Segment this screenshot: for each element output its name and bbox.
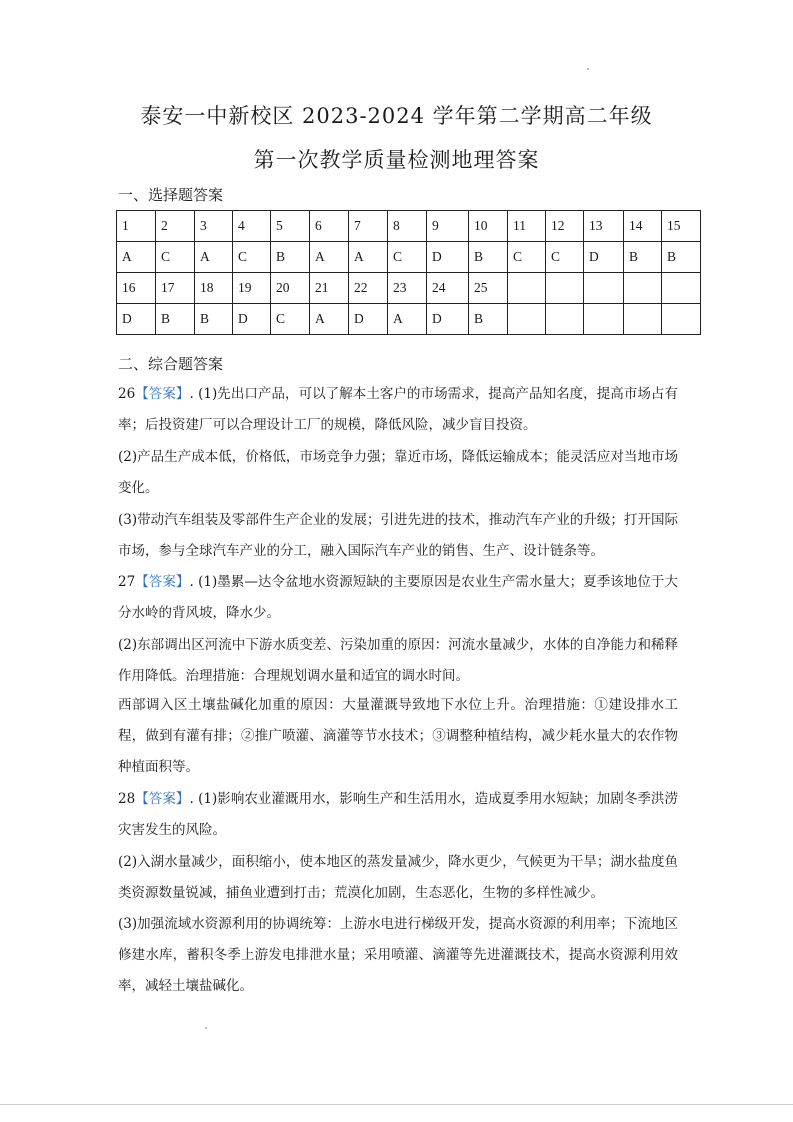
table-cell: C xyxy=(156,242,195,273)
q27-answer-3: 西部调入区土壤盐碱化加重的原因：大量灌溉导致地下水位上升。治理措施：①建设排水工程，做到有灌有排；②推广喷灌、滴灌等节水技术；③调整种植结构，减少耗水量大的农作物种植面积等。 xyxy=(118,697,678,776)
table-cell: 5 xyxy=(271,211,310,242)
scan-dot xyxy=(587,68,589,70)
question-number: 28 xyxy=(118,791,136,807)
table-cell xyxy=(508,273,546,304)
table-row xyxy=(117,273,701,304)
table-cell: 20 xyxy=(271,273,310,304)
table-cell: B xyxy=(469,242,508,273)
table-cell xyxy=(508,304,546,335)
table-cell: 23 xyxy=(388,273,427,304)
answer-text: . (1)墨累—达令盆地水资源短缺的主要原因是农业生产需水量大；夏季该地位于大分水岭的背风坡，降水少。 xyxy=(118,574,678,622)
table-cell: 6 xyxy=(310,211,349,242)
table-cell: C xyxy=(546,242,584,273)
question-number: 26 xyxy=(118,386,136,402)
table-cell: D xyxy=(233,304,271,335)
q27-answer-2: (2)东部调出区河流中下游水质变差、污染加重的原因：河流水量减少，水体的自净能力和稀释作用降低。治理措施：合理规划调水量和适宜的调水时间。 xyxy=(118,637,678,685)
q28-answer-1 xyxy=(118,784,678,846)
table-cell: 16 xyxy=(117,273,156,304)
table-cell: 25 xyxy=(469,273,508,304)
table-cell: 12 xyxy=(546,211,584,242)
table-row xyxy=(117,211,701,242)
page-bottom-divider xyxy=(0,1104,793,1105)
table-cell: 8 xyxy=(388,211,427,242)
table-cell: 3 xyxy=(195,211,233,242)
table-cell: 1 xyxy=(117,211,156,242)
table-cell: 15 xyxy=(662,211,701,242)
table-cell: A xyxy=(310,242,349,273)
table-cell xyxy=(546,304,584,335)
table-cell xyxy=(624,304,662,335)
scan-dot xyxy=(205,1027,207,1029)
table-cell: C xyxy=(271,304,310,335)
table-cell: B xyxy=(271,242,310,273)
question-number: 27 xyxy=(118,574,136,590)
table-cell: D xyxy=(427,242,469,273)
q26-answer-2: (2)产品生产成本低，价格低，市场竞争力强；靠近市场，降低运输成本；能灵活应对当地市场变化。 xyxy=(118,449,678,497)
table-cell: 2 xyxy=(156,211,195,242)
table-cell: 11 xyxy=(508,211,546,242)
q28-answer-3: (3)加强流域水资源利用的协调统筹：上游水电进行梯级开发，提高水资源的利用率；下流地区修建水库，蓄积冬季上游发电排泄水量；采用喷灌、滴灌等先进灌溉技术，提高水资源利用效率，减轻土壤盐碱化。 xyxy=(118,916,678,995)
section-heading-choice: 一、选择题答案 xyxy=(118,186,224,204)
table-cell: 22 xyxy=(349,273,388,304)
table-cell: 24 xyxy=(427,273,469,304)
answer-tag: 【答案】 xyxy=(135,791,190,807)
answer-text: . (1)先出口产品，可以了解本土客户的市场需求，提高产品知名度，提高市场占有率；后投资建厂可以合理设计工厂的规模，降低风险，减少盲目投资。 xyxy=(118,386,678,434)
table-cell: A xyxy=(310,304,349,335)
table-cell xyxy=(546,273,584,304)
answer-tag: 【答案】 xyxy=(135,574,190,590)
table-cell: 21 xyxy=(310,273,349,304)
table-cell: B xyxy=(624,242,662,273)
table-cell: 13 xyxy=(584,211,624,242)
answer-text: . (1)影响农业灌溉用水，影响生产和生活用水，造成夏季用水短缺；加剧冬季洪涝灾害发生的风险。 xyxy=(118,791,678,839)
table-cell: 9 xyxy=(427,211,469,242)
table-cell: 10 xyxy=(469,211,508,242)
section-heading-comprehensive: 二、综合题答案 xyxy=(118,355,224,373)
table-cell: B xyxy=(662,242,701,273)
q26-answer-3: (3)带动汽车组装及零部件生产企业的发展；引进先进的技术，推动汽车产业的升级；打开国际市场，参与全球汽车产业的分工，融入国际汽车产业的销售、生产、设计链条等。 xyxy=(118,512,678,560)
q27-answer-1 xyxy=(118,567,678,629)
answer-table xyxy=(116,210,701,335)
table-row xyxy=(117,304,701,335)
q26-answer-1 xyxy=(118,379,678,441)
table-row xyxy=(117,242,701,273)
table-cell: D xyxy=(584,242,624,273)
table-cell: 4 xyxy=(233,211,271,242)
table-cell: 17 xyxy=(156,273,195,304)
table-cell: C xyxy=(233,242,271,273)
table-cell: C xyxy=(508,242,546,273)
page-title-line1: 泰安一中新校区 2023-2024 学年第二学期高二年级 xyxy=(140,104,653,128)
table-cell: A xyxy=(388,304,427,335)
page-title-line2: 第一次教学质量检测地理答案 xyxy=(253,148,540,172)
table-cell: A xyxy=(117,242,156,273)
answer-tag: 【答案】 xyxy=(135,386,190,402)
table-cell: 14 xyxy=(624,211,662,242)
table-cell: 19 xyxy=(233,273,271,304)
table-cell: D xyxy=(427,304,469,335)
table-cell: A xyxy=(195,242,233,273)
table-cell: B xyxy=(156,304,195,335)
table-cell: D xyxy=(349,304,388,335)
table-cell: A xyxy=(349,242,388,273)
table-cell xyxy=(624,273,662,304)
table-cell xyxy=(584,304,624,335)
table-cell: 18 xyxy=(195,273,233,304)
table-cell: B xyxy=(195,304,233,335)
table-cell xyxy=(662,273,701,304)
table-cell xyxy=(584,273,624,304)
table-cell: C xyxy=(388,242,427,273)
table-cell: 7 xyxy=(349,211,388,242)
table-cell xyxy=(662,304,701,335)
table-cell: D xyxy=(117,304,156,335)
q28-answer-2: (2)入湖水量减少，面积缩小，使本地区的蒸发量减少，降水更少，气候更为干旱；湖水盐度鱼类资源数量锐减，捕鱼业遭到打击；荒漠化加剧，生态恶化，生物的多样性减少。 xyxy=(118,854,678,902)
table-cell: B xyxy=(469,304,508,335)
